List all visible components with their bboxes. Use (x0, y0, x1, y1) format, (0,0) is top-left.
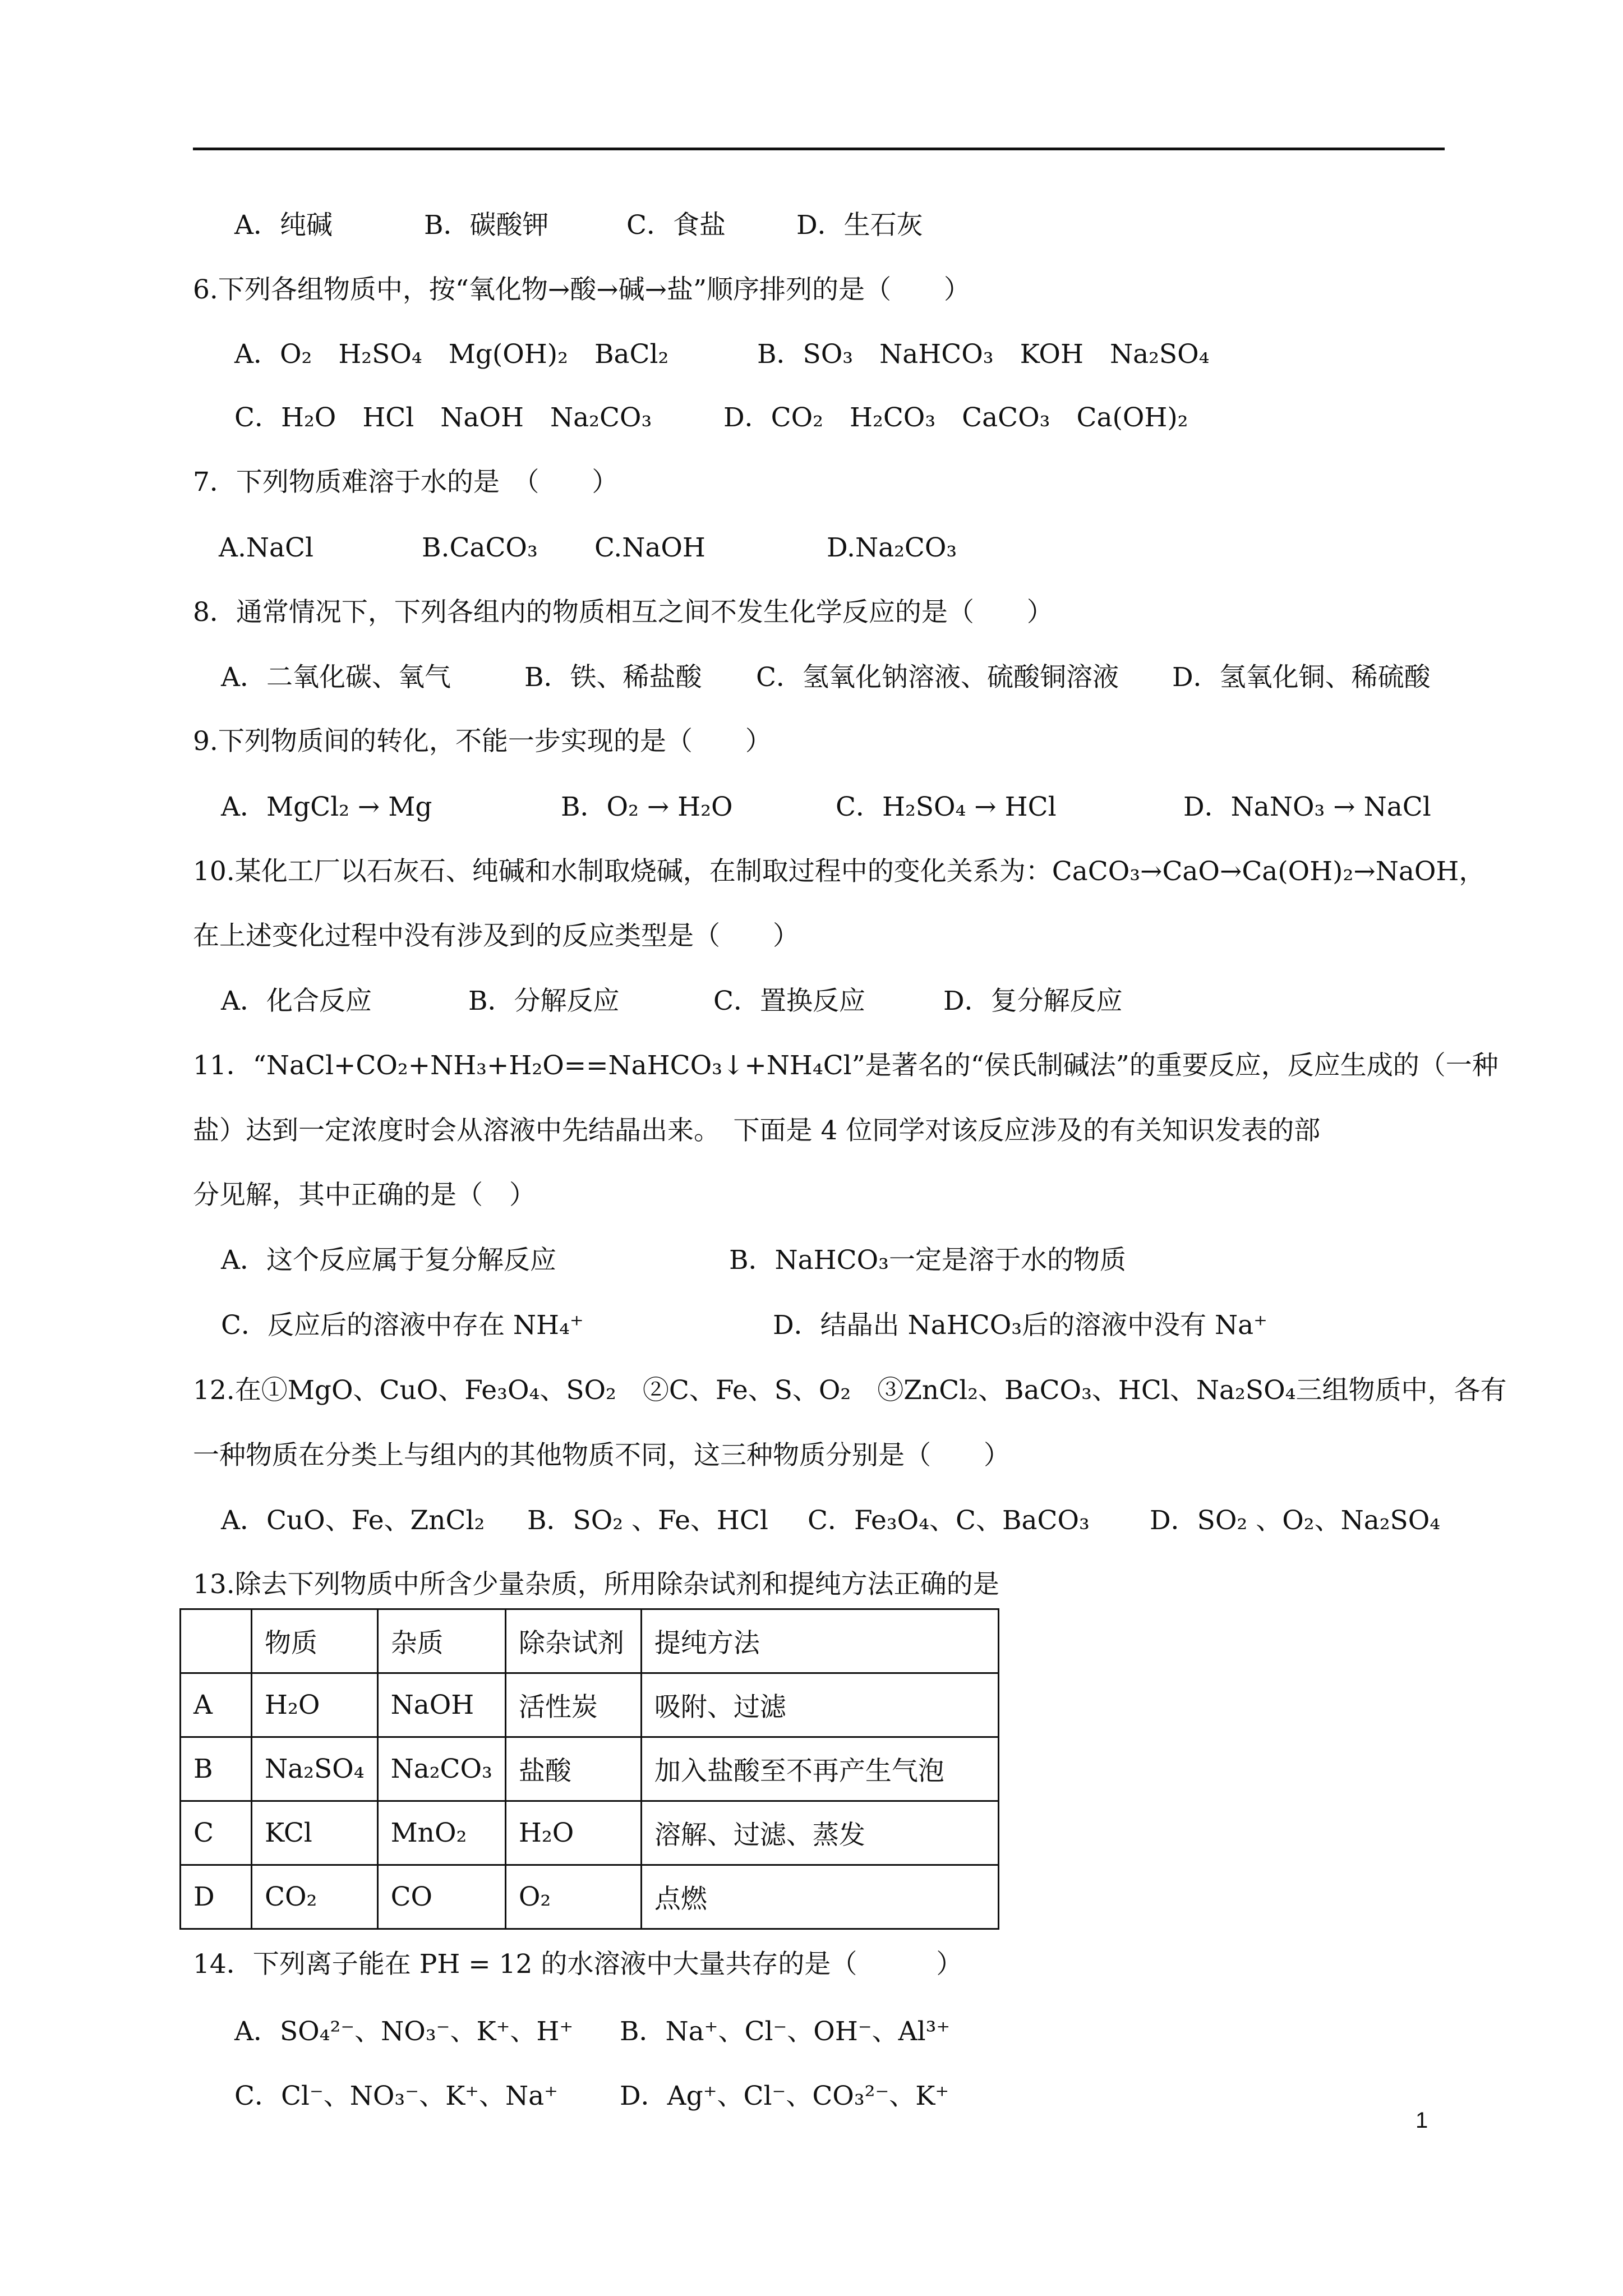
q7-option-c: C.NaOH (594, 532, 706, 563)
q7-option-b: B.CaCO₃ (422, 532, 538, 563)
q5-option-d: D．生石灰 (796, 210, 923, 241)
q10-option-b: B．分解反应 (468, 986, 620, 1016)
q8-option-d: D．氢氧化铜、稀硫酸 (1172, 662, 1431, 693)
q6-option-d: D．CO₂ H₂CO₃ CaCO₃ Ca(OH)₂ (723, 402, 1188, 433)
q12-stem-line1: 12.在①MgO、CuO、Fe₃O₄、SO₂ ②C、Fe、S、O₂ ③ZnCl₂、BaCO₃、HCl、Na₂SO₄三组物质中，各有 (193, 1375, 1507, 1406)
q11-stem-line3: 分见解，其中正确的是（ ） (193, 1180, 536, 1211)
q5-option-c: C．食盐 (626, 210, 726, 241)
q7-stem: 7．下列物质难溶于水的是 （ ） (193, 467, 619, 498)
q14-option-b: B．Na⁺、Cl⁻、OH⁻、Al³⁺ (620, 2016, 951, 2047)
header-rule (193, 148, 1445, 150)
q13-stem: 13.除去下列物质中所含少量杂质，所用除杂试剂和提纯方法正确的是 (193, 1569, 999, 1600)
q6-stem: 6.下列各组物质中，按“氧化物→酸→碱→盐”顺序排列的是（ ） (193, 274, 971, 305)
q13-table (179, 1608, 999, 1930)
table-cell: H₂O (252, 1673, 378, 1737)
table-cell: Na₂CO₃ (377, 1737, 505, 1801)
table-cell: CO₂ (252, 1865, 378, 1929)
table-cell: 点燃 (641, 1865, 998, 1929)
table-cell: A (181, 1673, 252, 1737)
q11-stem-line2: 盐）达到一定浓度时会从溶液中先结晶出来。 下面是 4 位同学对该反应涉及的有关知识发表的部 (193, 1115, 1321, 1146)
q8-stem: 8．通常情况下，下列各组内的物质相互之间不发生化学反应的是（ ） (193, 597, 1053, 628)
q9-option-a: A．MgCl₂ → Mg (221, 792, 432, 822)
table-row (181, 1737, 999, 1801)
q12-option-d: D．SO₂ 、O₂、Na₂SO₄ (1150, 1505, 1441, 1536)
q10-stem-line1: 10.某化工厂以石灰石、纯碱和水制取烧碱，在制取过程中的变化关系为：CaCO₃→CaO→Ca(OH)₂→NaOH， (193, 856, 1486, 887)
q9-option-d: D．NaNO₃ → NaCl (1183, 792, 1431, 822)
table-cell: CO (377, 1865, 505, 1929)
table-header-cell: 物质 (252, 1609, 378, 1673)
table-header-cell: 除杂试剂 (505, 1609, 641, 1673)
q10-option-c: C．置换反应 (713, 986, 865, 1016)
q11-option-c: C．反应后的溶液中存在 NH₄⁺ (221, 1310, 584, 1341)
table-cell: KCl (252, 1801, 378, 1865)
q8-option-a: A．二氧化碳、氧气 (221, 662, 451, 693)
table-header-cell (181, 1609, 252, 1673)
table-row (181, 1801, 999, 1865)
table-cell: 吸附、过滤 (641, 1673, 998, 1737)
q11-option-b: B．NaHCO₃一定是溶于水的物质 (729, 1245, 1127, 1276)
q11-stem-line1: 11．“NaCl+CO₂+NH₃+H₂O==NaHCO₃↓+NH₄Cl”是著名的“侯氏制碱法”的重要反应，反应生成的（一种 (193, 1050, 1498, 1081)
table-cell: 溶解、过滤、蒸发 (641, 1801, 998, 1865)
q10-option-a: A．化合反应 (221, 986, 372, 1016)
q12-option-a: A．CuO、Fe、ZnCl₂ (221, 1505, 485, 1536)
table-cell: B (181, 1737, 252, 1801)
q8-option-c: C．氢氧化钠溶液、硫酸铜溶液 (756, 662, 1119, 693)
page-number: 1 (1415, 2108, 1428, 2133)
q11-option-d: D．结晶出 NaHCO₃后的溶液中没有 Na⁺ (773, 1310, 1267, 1341)
q9-option-c: C．H₂SO₄ → HCl (836, 792, 1057, 822)
table-header-row (181, 1609, 999, 1673)
q14-option-d: D．Ag⁺、Cl⁻、CO₃²⁻、K⁺ (620, 2081, 949, 2111)
q11-option-a: A．这个反应属于复分解反应 (221, 1245, 556, 1276)
table-cell: O₂ (505, 1865, 641, 1929)
table-cell: C (181, 1801, 252, 1865)
table-cell: H₂O (505, 1801, 641, 1865)
table-cell: Na₂SO₄ (252, 1737, 378, 1801)
q14-stem: 14．下列离子能在 PH = 12 的水溶液中大量共存的是（ ） (193, 1949, 963, 1980)
q14-option-c: C．Cl⁻、NO₃⁻、K⁺、Na⁺ (234, 2081, 558, 2111)
q7-option-a: A.NaCl (219, 532, 314, 563)
table-row (181, 1865, 999, 1929)
table-cell: 加入盐酸至不再产生气泡 (641, 1737, 998, 1801)
q12-stem-line2: 一种物质在分类上与组内的其他物质不同，这三种物质分别是（ ） (193, 1440, 1010, 1471)
q7-option-d: D.Na₂CO₃ (827, 532, 957, 563)
q6-option-a: A．O₂ H₂SO₄ Mg(OH)₂ BaCl₂ (234, 339, 669, 370)
q6-option-c: C．H₂O HCl NaOH Na₂CO₃ (234, 402, 652, 433)
q14-option-a: A．SO₄²⁻、NO₃⁻、K⁺、H⁺ (234, 2016, 574, 2047)
table-cell: D (181, 1865, 252, 1929)
q8-option-b: B．铁、稀盐酸 (524, 662, 702, 693)
table-row (181, 1673, 999, 1737)
table-cell: NaOH (377, 1673, 505, 1737)
table-cell: MnO₂ (377, 1801, 505, 1865)
q9-option-b: B．O₂ → H₂O (561, 792, 733, 822)
q10-option-d: D．复分解反应 (943, 986, 1123, 1016)
table-header-cell: 杂质 (377, 1609, 505, 1673)
q12-option-c: C．Fe₃O₄、C、BaCO₃ (808, 1505, 1090, 1536)
q5-option-a: A．纯碱 (234, 210, 333, 241)
q6-option-b: B．SO₃ NaHCO₃ KOH Na₂SO₄ (757, 339, 1210, 370)
table-cell: 活性炭 (505, 1673, 641, 1737)
q10-stem-line2: 在上述变化过程中没有涉及到的反应类型是（ ） (193, 921, 799, 951)
table-header-cell: 提纯方法 (641, 1609, 998, 1673)
table-cell: 盐酸 (505, 1737, 641, 1801)
q5-option-b: B．碳酸钾 (424, 210, 549, 241)
q9-stem: 9.下列物质间的转化，不能一步实现的是（ ） (193, 726, 772, 757)
q12-option-b: B．SO₂ 、Fe、HCl (527, 1505, 768, 1536)
